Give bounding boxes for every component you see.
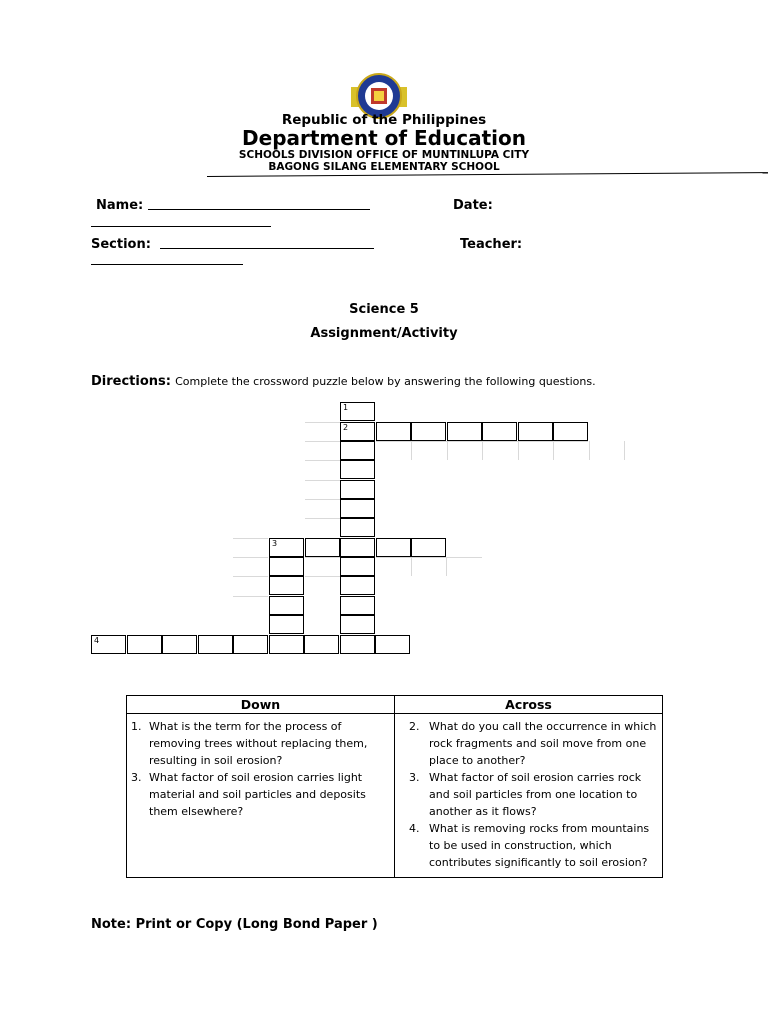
name-line[interactable] — [148, 209, 370, 210]
down-3-cell[interactable] — [269, 557, 304, 576]
guide-line — [305, 576, 340, 577]
across-4-cell[interactable] — [233, 635, 268, 654]
across-2-cell[interactable] — [376, 422, 411, 441]
clue-number-1: 1 — [343, 403, 349, 412]
across-4-cell[interactable] — [198, 635, 233, 654]
across-2-cell[interactable] — [411, 422, 446, 441]
down-1-cell[interactable] — [340, 499, 375, 518]
down-3-cell[interactable] — [269, 615, 304, 634]
guide-line — [553, 441, 554, 460]
guide-line — [589, 441, 590, 460]
date-line[interactable] — [91, 226, 271, 227]
guide-line — [305, 557, 340, 558]
clues-table — [126, 695, 663, 878]
guide-line — [233, 596, 268, 597]
clue-across-3: 3. What factor of soil erosion carries rock and soil particles from one location to another as it flows? — [409, 771, 642, 818]
across-4-cell[interactable] — [162, 635, 197, 654]
guide-line — [233, 557, 268, 558]
down-clues — [127, 714, 395, 878]
guide-line — [482, 441, 483, 460]
guide-line — [376, 557, 482, 558]
across-clues — [395, 714, 663, 878]
across-4-cell[interactable] — [269, 635, 304, 654]
guide-line — [305, 460, 340, 461]
guide-line — [305, 441, 340, 442]
across-4-cell[interactable] — [304, 635, 339, 654]
clue-number-3: 3 — [272, 539, 278, 548]
header-school: BAGONG SILANG ELEMENTARY SCHOOL — [268, 161, 500, 173]
down-1-cell[interactable] — [340, 557, 375, 576]
guide-line — [305, 480, 340, 481]
guide-line — [233, 576, 268, 577]
guide-line — [518, 441, 519, 460]
guide-line — [305, 422, 340, 423]
across-3-cell[interactable] — [269, 538, 304, 557]
down-1-cell[interactable] — [340, 441, 375, 460]
guide-line — [411, 557, 412, 576]
directions-label: Directions: — [91, 374, 171, 389]
guide-line — [411, 441, 412, 460]
across-2-cell[interactable] — [553, 422, 588, 441]
clue-across-4: 4. What is removing rocks from mountains to be used in construction, which contributes significantly to soil erosion? — [409, 822, 650, 869]
directions — [91, 374, 596, 389]
across-4-cell[interactable] — [340, 635, 375, 654]
down-header: Down — [127, 696, 395, 714]
clue-across-2: 2. What do you call the occurrence in which rock fragments and soil move from one place to another? — [409, 720, 657, 767]
teacher-line[interactable] — [91, 264, 243, 265]
section-line[interactable] — [160, 248, 374, 249]
note-text: Note: Print or Copy (Long Bond Paper ) — [91, 917, 378, 932]
across-2-cell[interactable] — [447, 422, 482, 441]
across-4-cell[interactable] — [127, 635, 162, 654]
down-1-cell[interactable] — [340, 480, 375, 499]
clue-down-3: 3. What factor of soil erosion carries light material and soil particles and deposits them elsewhere? — [131, 771, 366, 818]
down-1-cell[interactable] — [340, 402, 375, 421]
down-1-cell[interactable] — [340, 518, 375, 537]
guide-line — [305, 518, 340, 519]
header-republic: Republic of the Philippines — [281, 112, 487, 128]
guide-line — [233, 538, 268, 539]
header-division: SCHOOLS DIVISION OFFICE OF MUNTINLUPA CITY — [238, 149, 530, 161]
across-3-cell[interactable] — [305, 538, 340, 557]
across-4-cell[interactable] — [375, 635, 410, 654]
across-4-cell[interactable] — [91, 635, 126, 654]
subject-title: Science 5 — [349, 302, 419, 317]
across-3-cell[interactable] — [411, 538, 446, 557]
down-1-cell[interactable] — [340, 615, 375, 634]
guide-line — [624, 441, 625, 460]
guide-line — [305, 499, 340, 500]
guide-line — [446, 557, 447, 576]
down-1-cell[interactable] — [340, 576, 375, 595]
name-label: Name: — [96, 198, 144, 213]
teacher-label: Teacher: — [460, 237, 523, 252]
across-2-cell[interactable] — [482, 422, 517, 441]
activity-title: Assignment/Activity — [310, 326, 458, 341]
down-1-cell[interactable] — [340, 460, 375, 479]
down-1-cell[interactable] — [340, 596, 375, 615]
down-3-cell[interactable] — [269, 596, 304, 615]
section-label: Section: — [91, 237, 151, 252]
date-label: Date: — [453, 198, 493, 213]
header-department: Department of Education — [242, 126, 526, 150]
across-header: Across — [395, 696, 663, 714]
down-3-cell[interactable] — [269, 576, 304, 595]
clue-number-2: 2 — [343, 423, 349, 432]
across-3-cell[interactable] — [340, 538, 375, 557]
directions-text: Complete the crossword puzzle below by answering the following questions. — [175, 375, 596, 388]
clue-down-1: 1. What is the term for the process of removing trees without replacing them, resulting in soil erosion? — [131, 720, 368, 767]
across-3-cell[interactable] — [376, 538, 411, 557]
across-2-cell[interactable] — [518, 422, 553, 441]
clue-number-4: 4 — [94, 636, 100, 645]
across-2-cell[interactable] — [340, 422, 375, 441]
guide-line — [447, 441, 448, 460]
